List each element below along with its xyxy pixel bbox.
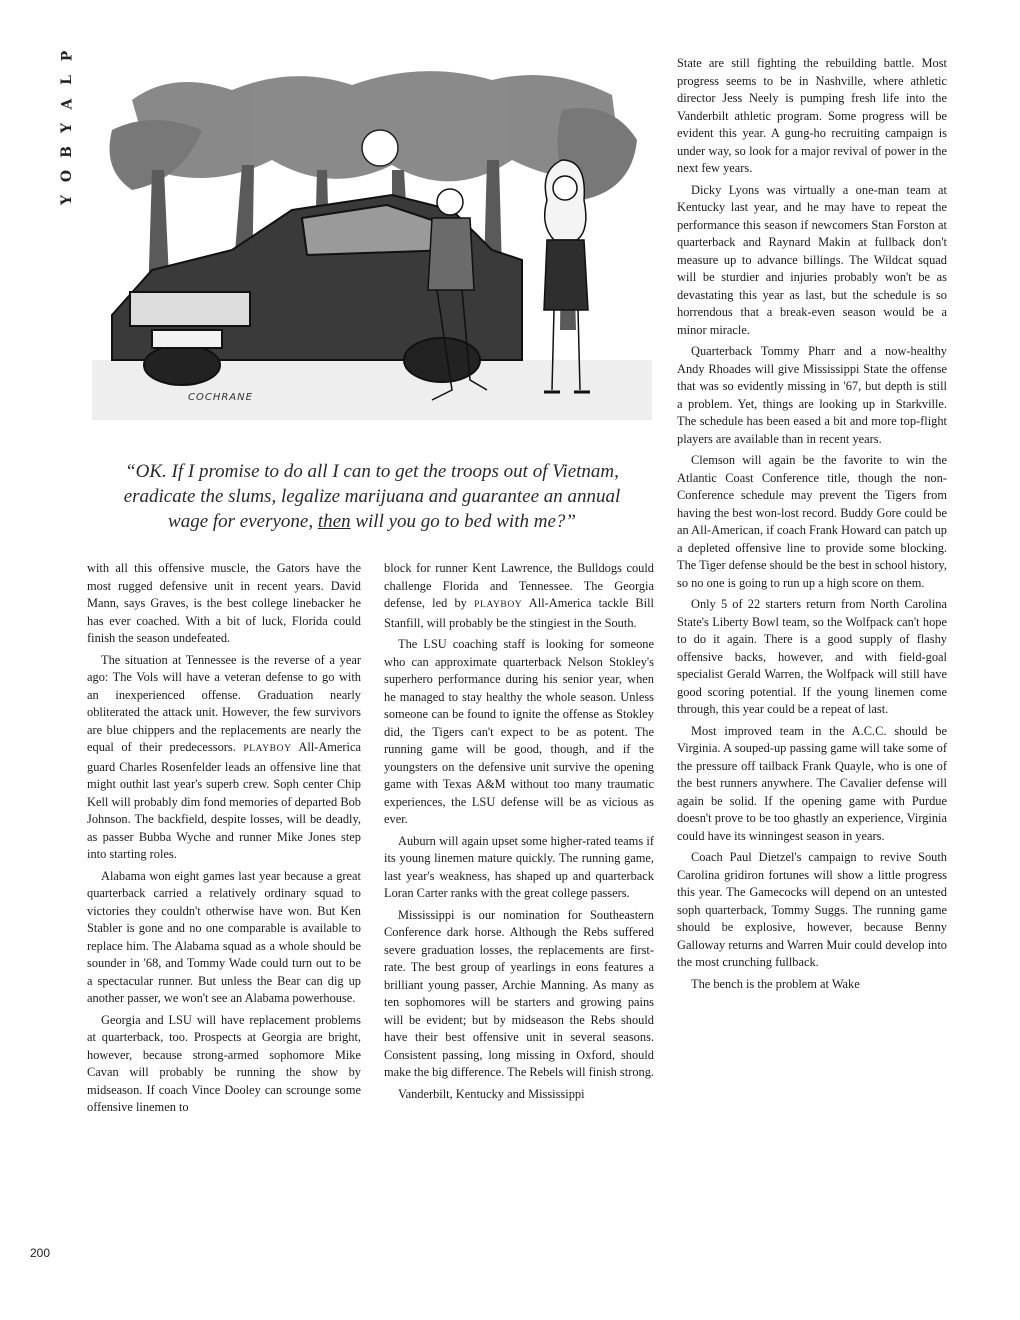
paragraph: The situation at Tennessee is the reverse of a year ago: The Vols will have a veteran defense to go with an inexperienced offense. Graduation nearly obliterated the attack unit. However, the few survivors are blue chippers and the replacements are nearly the equal of their predecessors. PLAYBOY All-America guard Charles Rosenfelder leads an offensive line that might outhit last year's superb crew. Soph center Chip Kell will probably dim fond memories of departed Bob Johnson. The backfield, despite losses, will be deadly, as passer Bubba Wyche and runner Mike Jones step into starting roles. [87,652,361,861]
masthead-letter: A [59,98,75,110]
paragraph: Most improved team in the A.C.C. should be Virginia. A souped-up passing game will take some of the pressure off tailback Frank Quayle, who is one of the best runners anywhere. The Cavalier defense will again be solid. If the opening game with Purdue doesn't prove to be too ghastly an experience, Virginia could have its winningest season in years. [677,723,947,843]
paragraph: Coach Paul Dietzel's campaign to revive South Carolina gridiron fortunes will show a little progress this year. The Gamecocks will depend on an untested soph quarterback, Tommy Suggs. The running game should be explosive, however, because Benny Galloway returns and Warren Muir could develop into the most crunching fullback. [677,850,947,969]
moon [362,130,398,166]
paragraph: Vanderbilt, Kentucky and Mississippi [398,1086,585,1101]
article-column-1 [87,560,361,1121]
masthead-letter: P [59,50,75,62]
paragraph: with all this offensive muscle, the Gators have the most rugged defensive unit in recent years. David Mann, says Graves, is the best college linebacker he has ever coached. With a bit of luck, Florida could finish the season undefeated. [87,561,361,645]
paragraph: Mississippi is our nomination for Southeastern Conference dark horse. Although the Rebs suffered severe graduation losses, the replacements are first-rate. The best group of yearlings in eons features a brilliant young passer, Archie Manning. As many as ten sophomores will be starters and growing pains will be evident; but by midseason the Rebs should have their best offensive unit in several seasons. Consistent passing, long missing in Oxford, should make the big difference. The Rebels will finish strong. [384,907,655,1079]
article-column-3 [677,55,947,997]
woman-figure [544,160,590,392]
masthead-letter: Y [59,123,75,133]
masthead-letter: L [59,75,75,85]
paragraph: The LSU coaching staff is looking for someone who can approximate quarterback Nelson Stokley's superhero performance during his senior year, when he managed to stay healthy the whole season. Unless someone can be found to ignite the offense as Stokley did, the Tigers can't expect to be as potent. The running game will be good, though, and if the youngsters on the defensive unit survive the opening game with Texas A&M without too many traumatic experiences, the LSU defense will be as vicious as ever. [384,637,654,826]
masthead-letter: B [59,146,75,158]
cartoon-signature: COCHRANE [188,392,253,403]
paragraph: The bench is the problem at Wake [691,976,860,991]
paragraph: Only 5 of 22 starters return from North Carolina State's Liberty Bowl team, so the Wolfpack can't hope to do it again. There is a good supply of flashy offensive backs, however, and with field-goal specialist Gerald Warren, the Wolfpack will still have good scoring potential. If the young linemen come through, this year could be a repeat of last. [677,597,947,716]
paragraph: Dicky Lyons was virtually a one-man team at Kentucky last year, and he may have to repeat the performance this season if newcomers Stan Forston at quarterback and Raynard Makin at fullback don't measure up to advance billings. The Wildcat squad will be sturdier and injuries probably won't be as devastating this year as last, but the schedule is so horrendous that a break-even season would be a minor miracle. [677,182,947,337]
cartoon-illustration [92,60,652,440]
paragraph: Alabama won eight games last year because a great quarterback carried a relatively ordinary squad to victories they couldn't otherwise have won. But Ken Stabler is gone and no one comparable is available to replace him. The Alabama squad as a whole should be sounder in '68, and Tommy Wade could turn out to be a spectacular runner. But unless the Bear can dig up another passer, we won't see an Alabama powerhouse. [87,868,361,1005]
masthead-letter: Y [59,195,75,205]
vertical-masthead [56,44,78,212]
page-number: 200 [30,1246,51,1260]
paragraph: Quarterback Tommy Pharr and a now-healthy Andy Rhoades will give Mississippi State the offense that was so evidently missing in '67, but depth is still a problem. Yet, things are looking up in Starkville. The schedule has been eased a bit and more top-flight players are available than in recent years. [677,344,947,446]
cartoon-caption: “OK. If I promise to do all I can to get the troops out of Vietnam, eradicate the slums, legalize marijuana and guarantee an annual wage for everyone, then will you go to bed with me?” [123,461,621,532]
paragraph: block for runner Kent Lawrence, the Bulldogs could challenge Florida and Tennessee. The Georgia defense, led by PLAYBOY All-America tackle Bill Stanfill, will probably be the stingiest in the South. [384,561,654,630]
paragraph: Auburn will again upset some higher-rated teams if its young linemen mature quickly. The running game, last year's weakness, has shaped up and quarterback Loran Carter ranks with the great college passers. [384,833,654,900]
masthead-letter: O [58,169,75,183]
paragraph: Georgia and LSU will have replacement problems at quarterback, too. Prospects at Georgia are bright, however, because strong-armed sophomore Mike Cavan will probably be running the show by midseason. If coach Vince Dooley can scrounge some offensive linemen to [87,1012,361,1114]
paragraph: Clemson will again be the favorite to win the Atlantic Coast Conference title, though the non-Conference schedule may prevent the Tigers from having the best won-lost record. Buddy Gore could be an All-American, if coach Frank Howard can patch up a depleted offensive line to provide some blocking. The Tiger defense should be the best in school history, so no one is going to run up a high score on them. [677,453,947,590]
paragraph: State are still fighting the rebuilding battle. Most progress seems to be in Nashville, where athletic director Jess Neely is pumping fresh life into the Vanderbilt athletic program. Some progress will be evident this year. A gung-ho recruiting campaign is under way, so look for a major revival of power in the next few years. [677,56,947,175]
article-column-2 [384,560,654,1107]
